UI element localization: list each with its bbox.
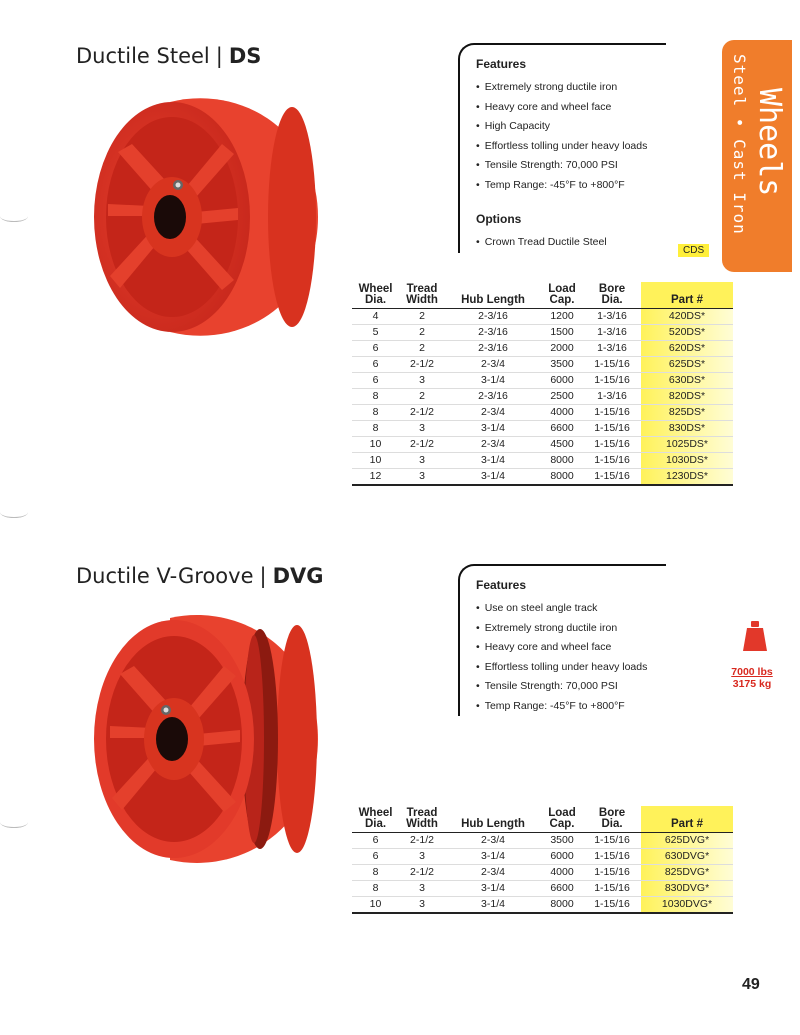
part-number-cell: 630DVG* bbox=[641, 849, 733, 865]
table-cell: 3500 bbox=[550, 358, 574, 370]
table-cell: 3-1/4 bbox=[481, 882, 505, 894]
table-row bbox=[352, 469, 733, 486]
table-cell: 3 bbox=[419, 898, 425, 910]
table-cell: 2-1/2 bbox=[410, 406, 434, 418]
table-cell: 1-15/16 bbox=[594, 850, 630, 862]
table-cell: 3500 bbox=[550, 834, 574, 846]
table-cell: 2-3/4 bbox=[481, 834, 505, 846]
table-row bbox=[352, 833, 733, 849]
table-cell: 1-3/16 bbox=[597, 310, 627, 322]
ds-title-separator: | bbox=[215, 44, 223, 68]
table-cell: 3-1/4 bbox=[481, 470, 505, 482]
cds-option-badge: CDS bbox=[678, 244, 709, 257]
table-cell: 10 bbox=[369, 454, 382, 466]
header-wheel-dia: Wheel Dia. bbox=[358, 807, 393, 830]
weight-kg: 3175 kg bbox=[732, 678, 772, 690]
side-tab-line1: Steel • Cast Iron bbox=[730, 54, 749, 235]
table-cell: 1500 bbox=[550, 326, 574, 338]
table-cell: 2-3/4 bbox=[481, 358, 505, 370]
dvg-features-panel bbox=[458, 564, 666, 716]
header-bore-dia: Bore Dia. bbox=[598, 283, 626, 306]
table-cell: 3 bbox=[419, 850, 425, 862]
feature-item: • Heavy core and wheel face bbox=[476, 98, 666, 118]
ds-features-heading: Features bbox=[476, 57, 527, 71]
part-number-cell: 830DVG* bbox=[641, 881, 733, 897]
table-row bbox=[352, 405, 733, 421]
part-number-cell: 825DS* bbox=[641, 405, 733, 421]
table-cell: 3-1/4 bbox=[481, 374, 505, 386]
table-cell: 8 bbox=[372, 390, 379, 402]
table-cell: 2-3/16 bbox=[478, 390, 508, 402]
table-cell: 12 bbox=[369, 470, 382, 482]
dvg-features-list bbox=[476, 599, 666, 716]
table-row bbox=[352, 849, 733, 865]
part-number-cell: 625DVG* bbox=[641, 833, 733, 849]
table-cell: 6 bbox=[372, 342, 379, 354]
dvg-table-body bbox=[352, 833, 733, 914]
table-cell: 10 bbox=[369, 898, 382, 910]
table-cell: 1-15/16 bbox=[594, 454, 630, 466]
part-number-cell: 820DS* bbox=[641, 389, 733, 405]
table-cell: 2 bbox=[419, 390, 425, 402]
part-number-cell: 625DS* bbox=[641, 357, 733, 373]
feature-item: • Temp Range: -45°F to +800°F bbox=[476, 176, 666, 196]
dvg-section-title bbox=[76, 564, 324, 588]
feature-item: • Heavy core and wheel face bbox=[476, 638, 666, 658]
table-cell: 6000 bbox=[550, 850, 574, 862]
table-row bbox=[352, 437, 733, 453]
feature-item: • Effortless tolling under heavy loads bbox=[476, 658, 666, 678]
table-cell: 1-15/16 bbox=[594, 358, 630, 370]
table-cell: 2-3/4 bbox=[481, 866, 505, 878]
header-bore-dia: Bore Dia. bbox=[598, 807, 626, 830]
table-cell: 8 bbox=[372, 422, 379, 434]
page-number: 49 bbox=[742, 976, 760, 993]
table-row bbox=[352, 881, 733, 897]
table-row bbox=[352, 865, 733, 881]
table-header-row bbox=[352, 282, 733, 309]
table-cell: 8000 bbox=[550, 898, 574, 910]
table-cell: 2-1/2 bbox=[410, 834, 434, 846]
header-tread-width: Tread Width bbox=[406, 807, 438, 830]
table-cell: 4 bbox=[372, 310, 379, 322]
table-cell: 2 bbox=[419, 326, 425, 338]
table-cell: 2 bbox=[419, 310, 425, 322]
table-cell: 6 bbox=[372, 374, 379, 386]
feature-item: • Extremely strong ductile iron bbox=[476, 78, 666, 98]
table-cell: 4000 bbox=[550, 866, 574, 878]
header-wheel-dia: Wheel Dia. bbox=[358, 283, 393, 306]
table-cell: 1-15/16 bbox=[594, 834, 630, 846]
table-cell: 6600 bbox=[550, 422, 574, 434]
dvg-features-heading: Features bbox=[476, 578, 527, 592]
table-cell: 6 bbox=[372, 834, 379, 846]
table-cell: 3-1/4 bbox=[481, 850, 505, 862]
table-cell: 2 bbox=[419, 342, 425, 354]
ds-options-heading: Options bbox=[476, 212, 522, 226]
ds-options-list bbox=[476, 233, 666, 253]
part-number-cell: 520DS* bbox=[641, 325, 733, 341]
table-cell: 3 bbox=[419, 470, 425, 482]
margin-mark bbox=[0, 508, 28, 518]
part-number-cell: 830DS* bbox=[641, 421, 733, 437]
table-cell: 1-15/16 bbox=[594, 438, 630, 450]
ds-spec-table bbox=[352, 282, 733, 486]
part-number-cell: 1230DS* bbox=[641, 469, 733, 486]
feature-item: • Temp Range: -45°F to +800°F bbox=[476, 697, 666, 717]
ds-table-body bbox=[352, 309, 733, 486]
table-cell: 3 bbox=[419, 374, 425, 386]
part-number-cell: 630DS* bbox=[641, 373, 733, 389]
feature-item: • High Capacity bbox=[476, 117, 666, 137]
table-cell: 3 bbox=[419, 882, 425, 894]
table-cell: 8 bbox=[372, 882, 379, 894]
dvg-spec-table bbox=[352, 806, 733, 914]
table-cell: 6600 bbox=[550, 882, 574, 894]
table-cell: 6 bbox=[372, 850, 379, 862]
table-cell: 3 bbox=[419, 454, 425, 466]
table-cell: 1-15/16 bbox=[594, 406, 630, 418]
part-number-cell: 1025DS* bbox=[641, 437, 733, 453]
dvg-title-name: Ductile V-Groove bbox=[76, 564, 254, 588]
table-row bbox=[352, 389, 733, 405]
table-row bbox=[352, 897, 733, 914]
table-cell: 2-1/2 bbox=[410, 358, 434, 370]
header-load-cap: Load Cap. bbox=[548, 283, 576, 306]
dvg-title-separator: | bbox=[259, 564, 267, 588]
table-cell: 1-15/16 bbox=[594, 470, 630, 482]
table-cell: 2-3/4 bbox=[481, 438, 505, 450]
table-cell: 5 bbox=[372, 326, 379, 338]
table-cell: 2-3/16 bbox=[478, 326, 508, 338]
table-row bbox=[352, 341, 733, 357]
table-cell: 3-1/4 bbox=[481, 898, 505, 910]
weight-icon bbox=[742, 620, 768, 652]
ds-section-title bbox=[76, 44, 261, 68]
ds-wheel-image bbox=[92, 92, 318, 342]
table-cell: 8000 bbox=[550, 454, 574, 466]
table-cell: 1-3/16 bbox=[597, 342, 627, 354]
weight-capacity-label bbox=[722, 666, 782, 690]
header-hub-length: Hub Length bbox=[461, 818, 525, 830]
table-cell: 1200 bbox=[550, 310, 574, 322]
table-cell: 2500 bbox=[550, 390, 574, 402]
part-number-cell: 1030DS* bbox=[641, 453, 733, 469]
table-cell: 2-3/16 bbox=[478, 310, 508, 322]
table-cell: 1-15/16 bbox=[594, 374, 630, 386]
feature-item: • Tensile Strength: 70,000 PSI bbox=[476, 677, 666, 697]
table-cell: 3 bbox=[419, 422, 425, 434]
table-row bbox=[352, 373, 733, 389]
header-load-cap: Load Cap. bbox=[548, 807, 576, 830]
table-row bbox=[352, 421, 733, 437]
table-cell: 8000 bbox=[550, 470, 574, 482]
table-cell: 2-1/2 bbox=[410, 438, 434, 450]
part-number-cell: 620DS* bbox=[641, 341, 733, 357]
header-hub-length: Hub Length bbox=[461, 294, 525, 306]
table-cell: 1-3/16 bbox=[597, 326, 627, 338]
table-cell: 3-1/4 bbox=[481, 422, 505, 434]
table-row bbox=[352, 357, 733, 373]
table-cell: 8 bbox=[372, 406, 379, 418]
feature-item: • Extremely strong ductile iron bbox=[476, 619, 666, 639]
dvg-title-code: DVG bbox=[272, 564, 324, 588]
dvg-wheel-image bbox=[92, 610, 318, 868]
side-tab-line2: Wheels bbox=[752, 88, 787, 197]
table-header-row bbox=[352, 806, 733, 833]
table-cell: 8 bbox=[372, 866, 379, 878]
table-cell: 1-15/16 bbox=[594, 422, 630, 434]
option-item: • Crown Tread Ductile Steel bbox=[476, 233, 666, 253]
part-number-cell: 1030DVG* bbox=[641, 897, 733, 914]
table-row bbox=[352, 309, 733, 325]
part-number-cell: 825DVG* bbox=[641, 865, 733, 881]
table-cell: 6 bbox=[372, 358, 379, 370]
weight-lbs: 7000 lbs bbox=[731, 666, 773, 678]
ds-title-code: DS bbox=[228, 44, 262, 68]
table-cell: 2000 bbox=[550, 342, 574, 354]
ds-title-name: Ductile Steel bbox=[76, 44, 210, 68]
part-number-cell: 420DS* bbox=[641, 309, 733, 325]
table-cell: 1-15/16 bbox=[594, 882, 630, 894]
table-cell: 1-15/16 bbox=[594, 898, 630, 910]
table-cell: 2-3/16 bbox=[478, 342, 508, 354]
feature-item: • Use on steel angle track bbox=[476, 599, 666, 619]
table-cell: 4500 bbox=[550, 438, 574, 450]
table-cell: 2-1/2 bbox=[410, 866, 434, 878]
header-part-number: Part # bbox=[641, 806, 733, 833]
margin-mark bbox=[0, 818, 28, 828]
table-cell: 3-1/4 bbox=[481, 454, 505, 466]
margin-mark bbox=[0, 212, 28, 222]
ds-features-panel bbox=[458, 43, 666, 253]
header-part-number: Part # bbox=[641, 282, 733, 309]
table-cell: 10 bbox=[369, 438, 382, 450]
table-row bbox=[352, 453, 733, 469]
ds-features-list bbox=[476, 78, 666, 195]
table-cell: 4000 bbox=[550, 406, 574, 418]
category-side-tab bbox=[722, 40, 792, 272]
feature-item: • Effortless tolling under heavy loads bbox=[476, 137, 666, 157]
table-cell: 2-3/4 bbox=[481, 406, 505, 418]
table-row bbox=[352, 325, 733, 341]
header-tread-width: Tread Width bbox=[406, 283, 438, 306]
feature-item: • Tensile Strength: 70,000 PSI bbox=[476, 156, 666, 176]
table-cell: 1-15/16 bbox=[594, 866, 630, 878]
table-cell: 1-3/16 bbox=[597, 390, 627, 402]
table-cell: 6000 bbox=[550, 374, 574, 386]
